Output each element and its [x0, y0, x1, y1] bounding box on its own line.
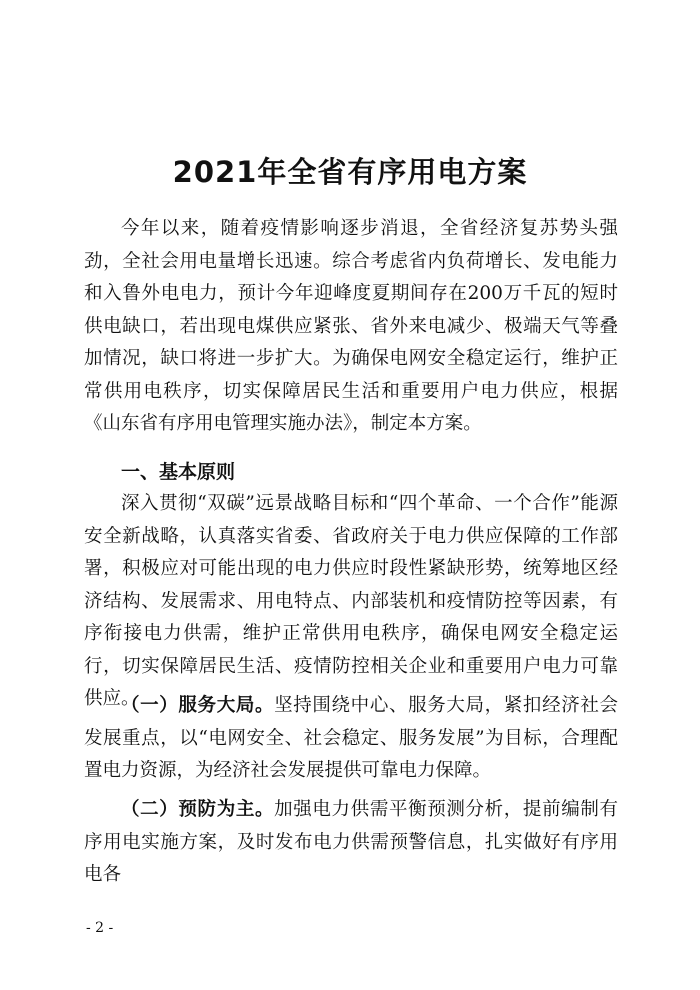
item1-lead: （一）服务大局。 — [121, 695, 275, 716]
item1-body: 坚持围绕中心、服务大局，紧扣经济社会发展重点，以“电网安全、社会稳定、服务发展”为目标，合理配置电力资源，为经济社会发展提供可靠电力保障。 — [84, 695, 618, 781]
section1-paragraph: 深入贯彻“双碳”远景战略目标和“四个革命、一个合作”能源安全新战略，认真落实省委、省政府关于电力供应保障的工作部署，积极应对可能出现的电力供应时段性紧缺形势，统筹地区经济结构、发展需求、用电特点、内部装机和疫情防控等因素，有序衔接电力供需，维护正常供用电秩序，确保电网安全稳定运行，切实保障居民生活、疫情防控相关企业和重要用户电力可靠供应。 — [84, 493, 618, 709]
page-number: - 2 - — [86, 920, 114, 936]
section-heading-basic-principles: 一、基本原则 — [121, 461, 236, 483]
item1-paragraph — [84, 690, 618, 788]
item2-body: 加强电力供需平衡预测分析，提前编制有序用电实施方案，及时发布电力供需预警信息，扎实做好有序用电各 — [84, 799, 618, 885]
document-title: 2021年全省有序用电方案 — [172, 155, 528, 189]
intro-paragraph: 今年以来，随着疫情影响逐步消退，全省经济复苏势头强劲，全社会用电量增长迅速。综合考虑省内负荷增长、发电能力和入鲁外电电力，预计今年迎峰度夏期间存在200万千瓦的短时供电缺口，若出现电煤供应紧张、省外来电减少、极端天气等叠加情况，缺口将进一步扩大。为确保电网安全稳定运行，维护正常供用电秩序，切实保障居民生活和重要用户电力供应，根据《山东省有序用电管理实施办法》，制定本方案。 — [84, 218, 618, 434]
item2-lead: （二）预防为主。 — [121, 799, 275, 820]
item2-paragraph — [84, 794, 618, 892]
